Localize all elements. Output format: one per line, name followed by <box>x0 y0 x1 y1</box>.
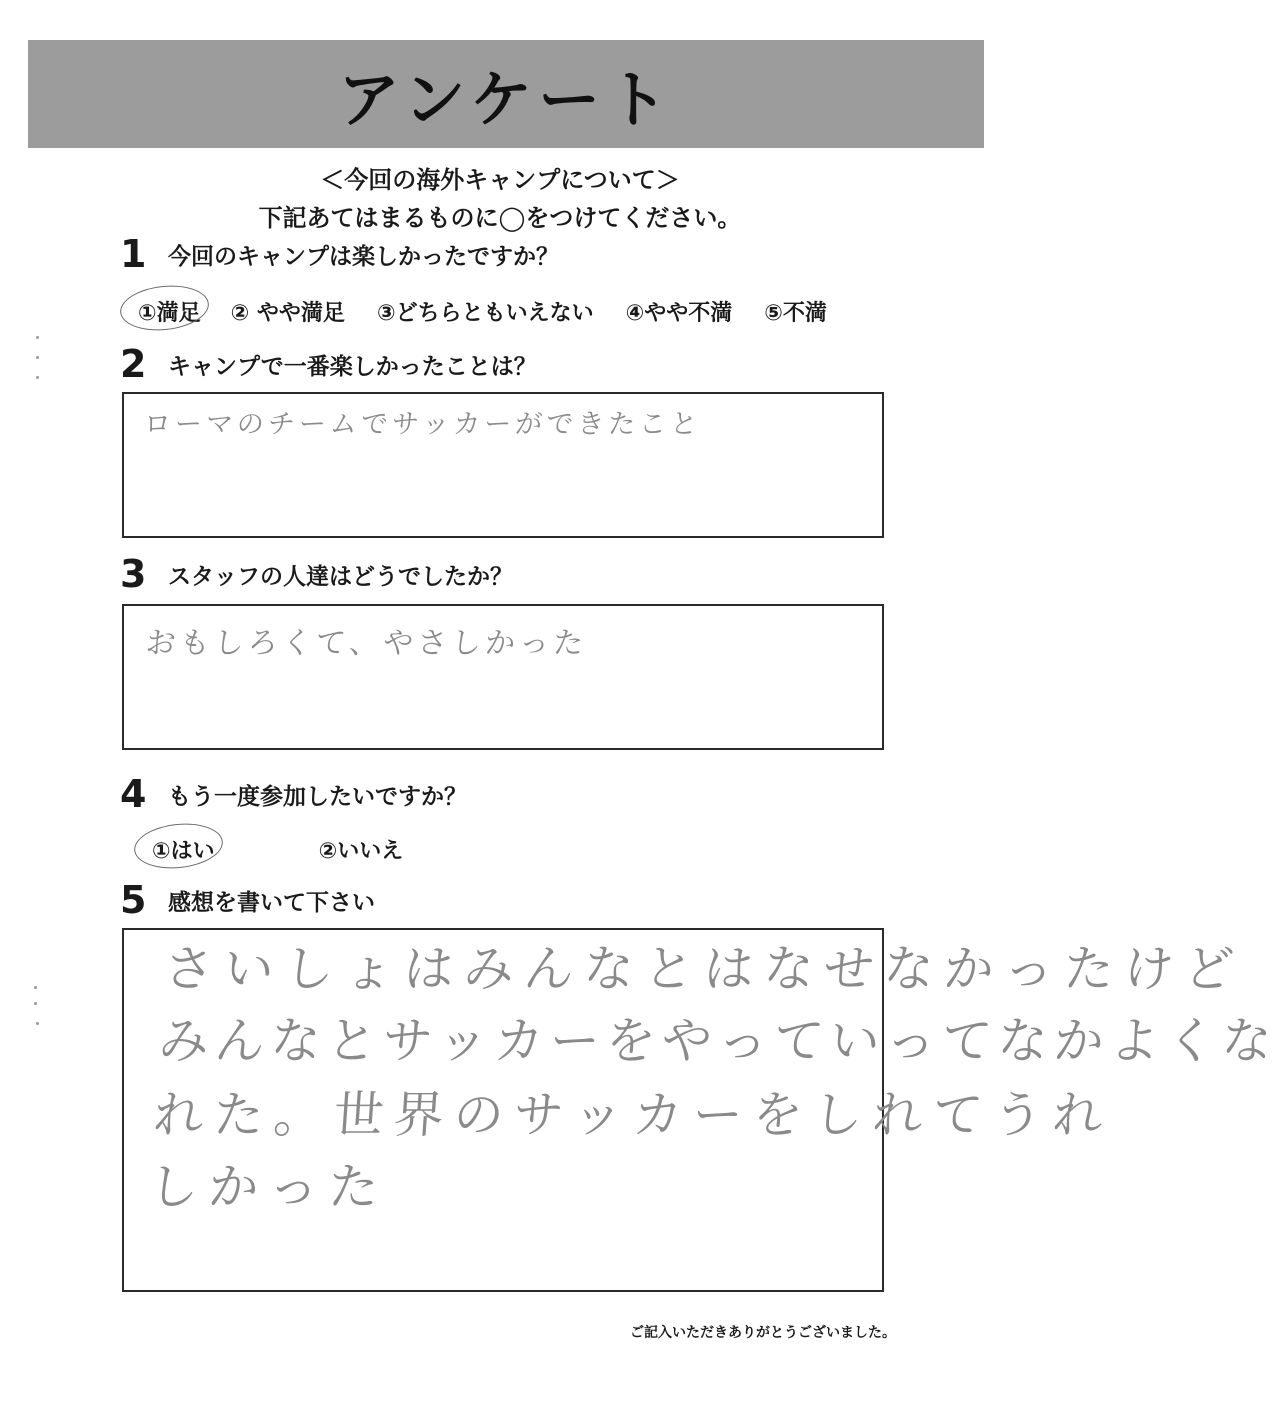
question-4-options <box>152 834 403 865</box>
handwritten-line: れた。世界のサッカーをしれてうれ <box>151 1086 1115 1144</box>
margin-mark <box>36 1022 39 1025</box>
question-text: キャンプで一番楽しかったことは？ <box>168 353 537 380</box>
question-5 <box>120 878 375 922</box>
option-neutral[interactable]: ③どちらともいえない <box>376 301 594 326</box>
question-1 <box>120 232 559 276</box>
answer-box-3[interactable] <box>122 604 884 750</box>
question-2 <box>120 342 537 386</box>
page-title: アンケート <box>337 62 675 136</box>
question-text: 感想を書いて下さい <box>168 889 375 916</box>
thank-you-note: ご記入いただきありがとうございました。 <box>630 1325 896 1341</box>
question-text: もう一度参加したいですか？ <box>168 783 467 810</box>
question-text: スタッフの人達はどうでしたか？ <box>168 563 513 590</box>
question-number: 5 <box>120 878 147 922</box>
margin-mark <box>36 376 39 379</box>
question-number: 3 <box>120 552 147 596</box>
title-band <box>28 40 984 148</box>
question-4 <box>120 772 467 816</box>
margin-mark <box>34 1002 37 1005</box>
handwritten-line: しかった <box>146 1158 391 1216</box>
question-3 <box>120 552 513 596</box>
answer-box-2[interactable] <box>122 392 884 538</box>
option-somewhat-dissatisfied[interactable]: ④やや不満 <box>625 301 733 326</box>
question-number: 2 <box>120 342 147 386</box>
option-satisfied[interactable]: ①満足 <box>138 296 201 327</box>
question-number: 1 <box>120 232 147 276</box>
question-number: 4 <box>120 772 147 816</box>
margin-mark <box>36 356 39 359</box>
margin-mark <box>34 986 37 989</box>
option-yes[interactable]: ①はい <box>152 834 215 865</box>
handwritten-answer: ローマのチームでサッカーができたこと <box>142 409 703 440</box>
handwritten-line: さいしょはみんなとはなせなかったけど <box>161 940 1246 998</box>
handwritten-line: みんなとサッカーをやっていってなかよくな <box>156 1012 1280 1070</box>
handwritten-impression <box>111 930 1280 1290</box>
question-1-options <box>138 296 827 327</box>
margin-mark <box>36 336 39 339</box>
option-somewhat-satisfied[interactable]: ② やや満足 <box>230 301 345 326</box>
answer-box-5[interactable] <box>122 928 1280 1292</box>
handwritten-answer: おもしろくて、やさしかった <box>144 626 589 661</box>
intro-line-1: ＜今回の海外キャンプについて＞ <box>320 166 680 194</box>
option-no[interactable]: ②いいえ <box>318 839 404 864</box>
option-dissatisfied[interactable]: ⑤不満 <box>764 301 827 326</box>
intro-line-2: 下記あてはまるものに◯をつけてください。 <box>258 204 742 232</box>
question-text: 今回のキャンプは楽しかったですか？ <box>168 243 559 270</box>
